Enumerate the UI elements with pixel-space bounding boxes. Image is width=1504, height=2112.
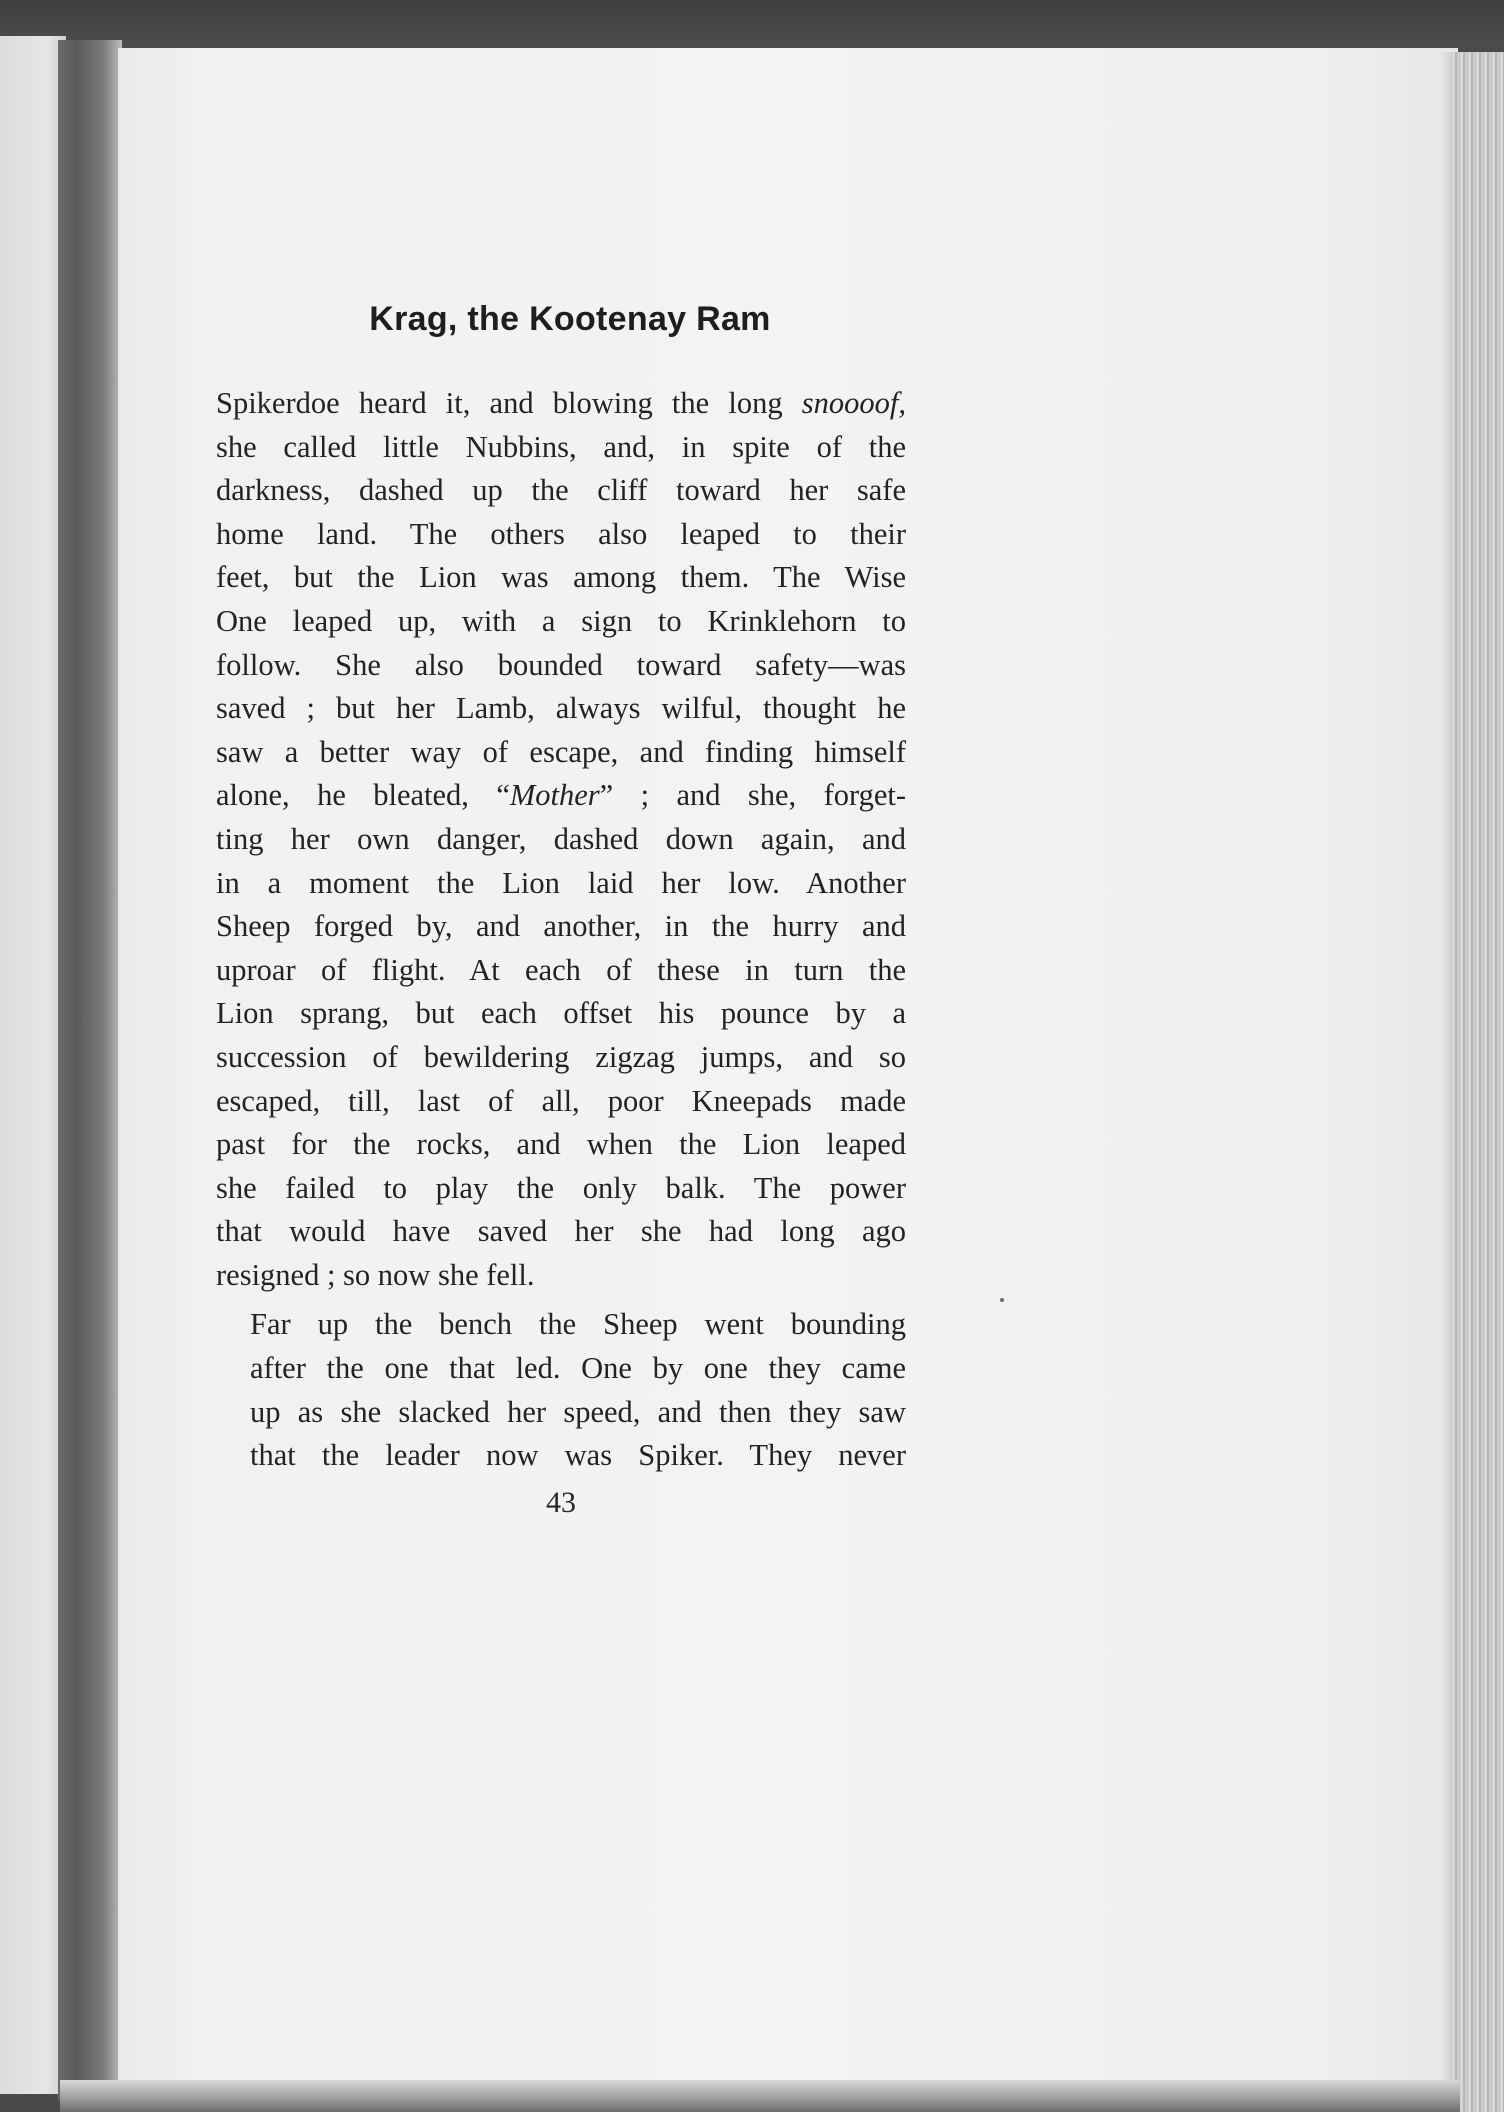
running-head: Krag, the Kootenay Ram (369, 300, 771, 338)
text-line: that the leader now was Spiker. They never (250, 1438, 906, 1473)
text-line: up as she slacked her speed, and then they saw (250, 1394, 906, 1429)
text-line: Sheep forged by, and another, in the hurry and (216, 909, 906, 944)
text-line: Spikerdoe heard it, and blowing the long snoooof, (216, 386, 906, 420)
page-number: 43 (546, 1486, 576, 1519)
text-line: she failed to play the only balk. The power (216, 1170, 906, 1205)
text-line: that would have saved her she had long ago (216, 1214, 906, 1249)
facing-page-edge (0, 36, 66, 2094)
text-line: darkness, dashed up the cliff toward her safe (216, 473, 906, 508)
text-line: alone, he bleated, “Mother” ; and she, forget- (216, 778, 907, 813)
bottom-page-edge (60, 2080, 1460, 2112)
text-line: resigned ; so now she fell. (216, 1257, 535, 1292)
italic-word: Mother (509, 778, 600, 813)
text-line: Far up the bench the Sheep went bounding (250, 1307, 906, 1342)
text-line: home land. The others also leaped to their (216, 516, 906, 551)
text-line: feet, but the Lion was among them. The Wise (216, 560, 906, 595)
paper-speck (1000, 1298, 1004, 1302)
text-line: uproar of flight. At each of these in turn the (216, 952, 906, 987)
text-line: ting her own danger, dashed down again, and (216, 821, 906, 856)
text-line: in a moment the Lion laid her low. Another (216, 865, 906, 900)
text-line: One leaped up, with a sign to Krinklehorn to (216, 603, 906, 638)
text-line: saw a better way of escape, and finding himself (216, 734, 906, 769)
text-line: she called little Nubbins, and, in spite of the (216, 429, 906, 464)
text-line: follow. She also bounded toward safety—was (216, 647, 906, 682)
paper-speck (82, 1020, 85, 1023)
italic-word: snoooof, (801, 386, 906, 420)
paragraph (216, 1303, 906, 1477)
body-text (216, 382, 906, 1478)
text-line: saved ; but her Lamb, always wilful, thought he (216, 691, 906, 726)
text-line: Lion sprang, but each offset his pounce by a (216, 996, 906, 1031)
book-gutter (58, 40, 122, 2100)
text-line: escaped, till, last of all, poor Kneepads made (216, 1083, 906, 1118)
stacked-page-edges (1452, 52, 1504, 2112)
paragraph (216, 382, 906, 1297)
text-line: succession of bewildering zigzag jumps, and so (216, 1039, 906, 1074)
text-line: past for the rocks, and when the Lion leaped (216, 1127, 906, 1162)
text-line: after the one that led. One by one they came (250, 1351, 906, 1386)
